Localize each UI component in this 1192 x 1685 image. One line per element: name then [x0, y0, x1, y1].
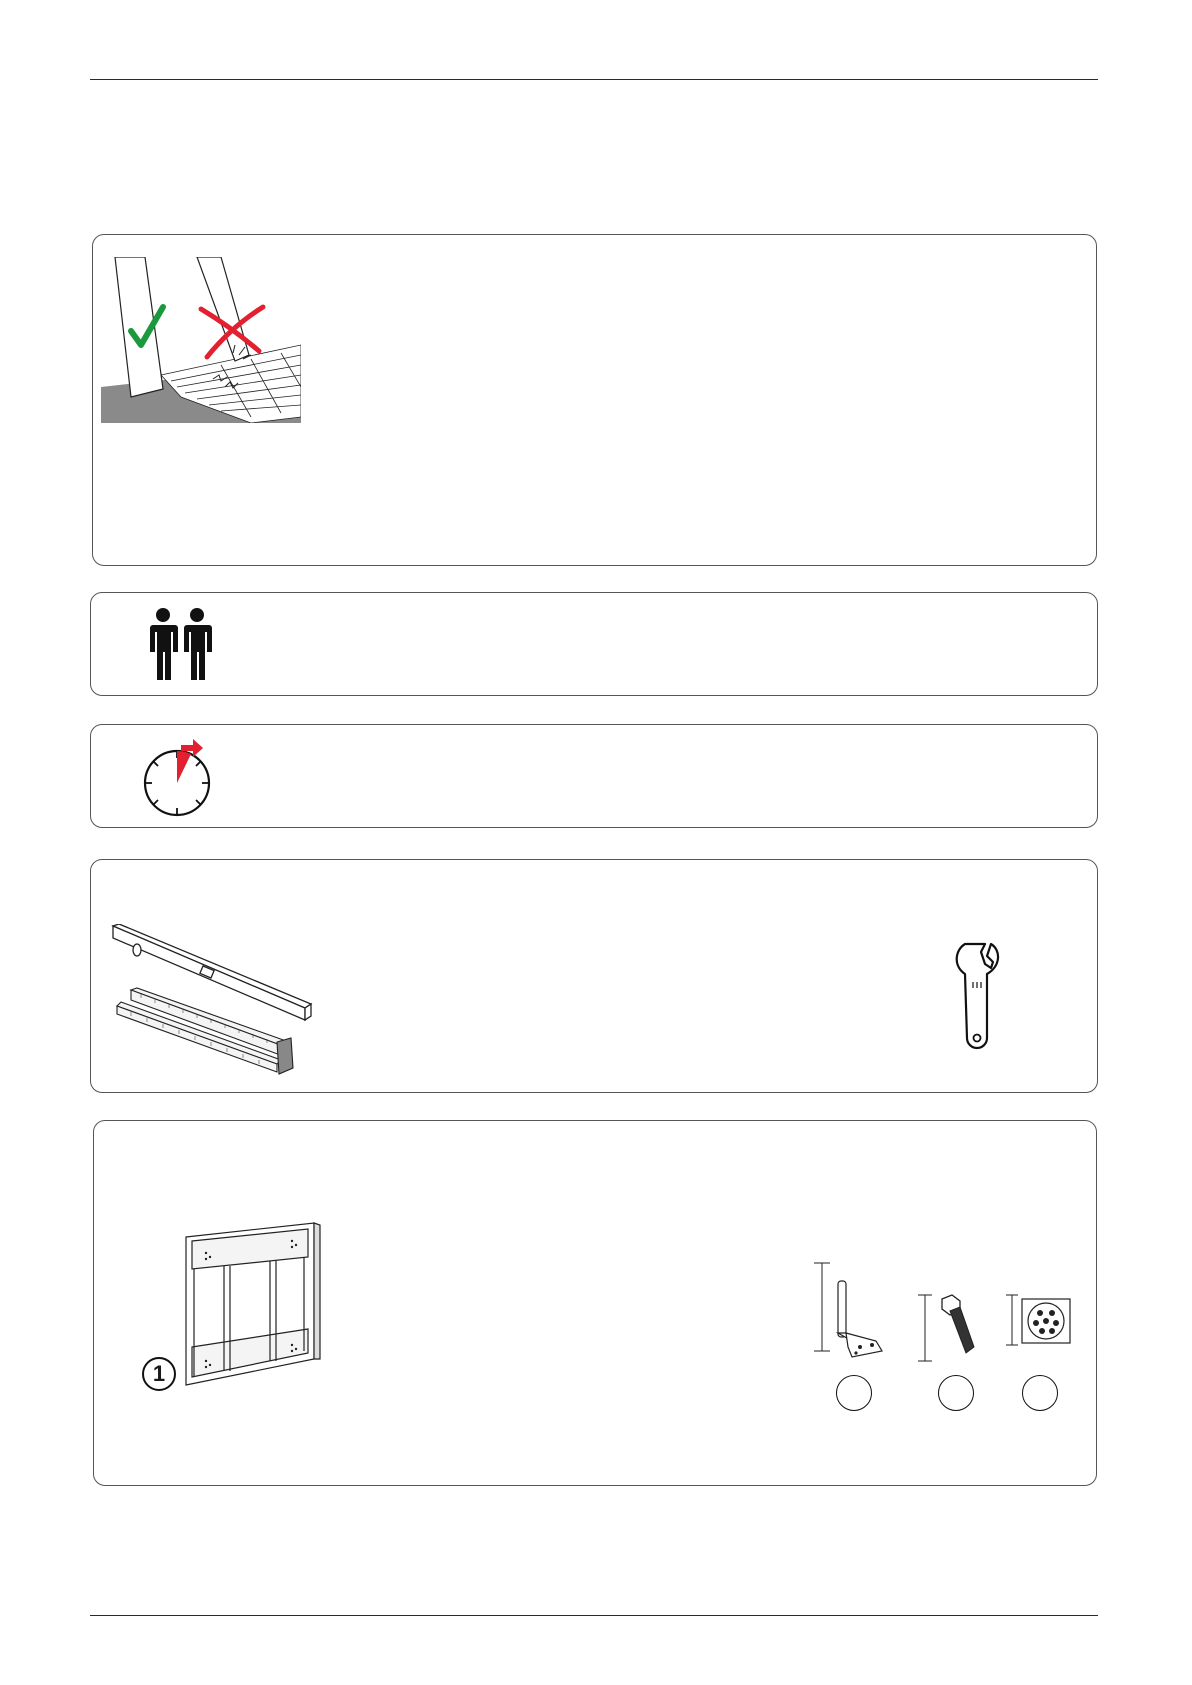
frame-panel-icon	[184, 1221, 324, 1391]
dowel-pack-icon	[1004, 1293, 1074, 1353]
folding-rule-icon	[111, 986, 321, 1086]
hardware-callout	[1022, 1375, 1058, 1411]
wrench-icon	[951, 940, 1007, 1050]
part-number: 1	[152, 1361, 166, 1386]
time-panel	[90, 724, 1098, 828]
hex-bolt-icon	[916, 1293, 978, 1365]
parts-panel	[93, 1120, 1097, 1486]
tools-panel	[90, 859, 1098, 1093]
stopwatch-icon	[143, 733, 217, 821]
hardware-callout	[938, 1375, 974, 1411]
part-number-badge	[142, 1357, 176, 1391]
people-panel	[90, 592, 1098, 696]
board-correct	[115, 257, 163, 397]
hardware-callout	[836, 1375, 872, 1411]
header-rule	[90, 79, 1098, 80]
handling-panel	[92, 234, 1097, 566]
handling-illustration	[101, 257, 301, 423]
angle-bracket-icon	[812, 1261, 884, 1365]
two-persons-icon	[145, 607, 215, 681]
footer-rule	[90, 1615, 1098, 1616]
